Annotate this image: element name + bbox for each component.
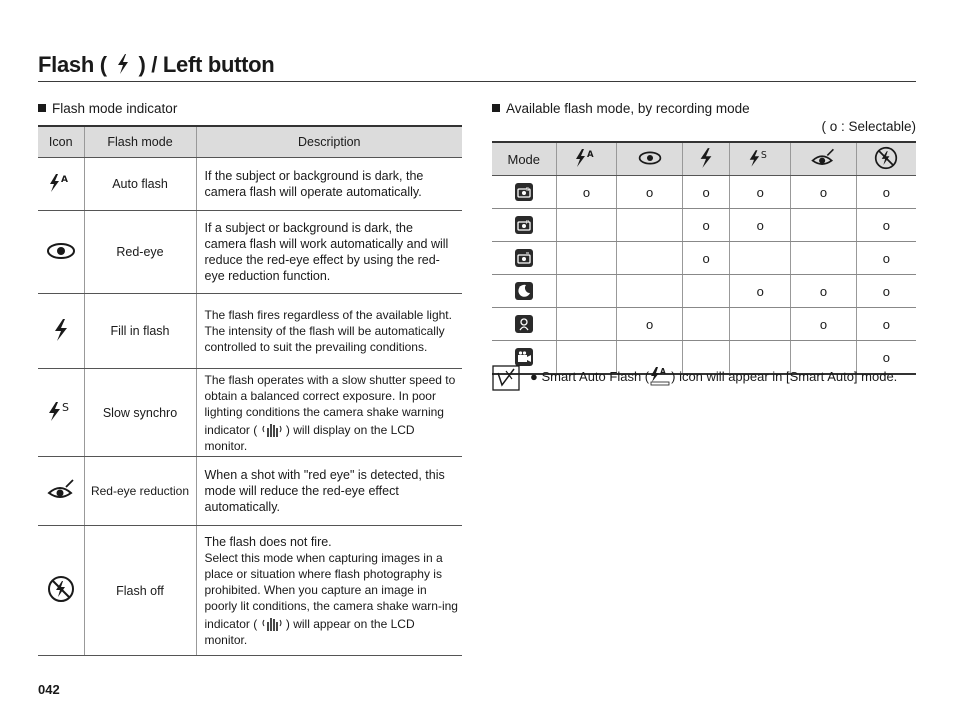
selectable-cell: o [556, 176, 617, 209]
flash-off-icon [874, 146, 898, 170]
table-row [38, 457, 462, 526]
selectable-cell [556, 242, 617, 275]
flash-mode-table [38, 125, 462, 656]
selectable-cell: o [682, 209, 729, 242]
svg-text:A: A [587, 149, 595, 160]
page-title: Flash ( ) / Left button [38, 52, 275, 77]
slow-synchro-icon [748, 147, 772, 169]
column-header-flash-mode: Flash mode [84, 126, 196, 158]
table-header-row [492, 142, 916, 176]
selectable-cell: o [856, 341, 916, 375]
square-bullet-icon [38, 104, 46, 112]
selectable-cell: o [791, 275, 856, 308]
table-row [492, 176, 916, 209]
red-eye-icon [46, 241, 76, 261]
fill-in-flash-icon [51, 318, 71, 342]
available-flash-mode-heading: Available flash mode, by recording mode [492, 101, 750, 116]
flash-mode-description: If the subject or background is dark, the camera flash will operate automatically. [196, 158, 462, 211]
flash-mode-description: If a subject or background is dark, the camera flash will work automatically and will reduce the red-eye effect by using the red-eye reduction function. [196, 211, 462, 294]
red-eye-reduction-icon [810, 147, 836, 169]
selectable-cell: o [856, 209, 916, 242]
flash-mode-label: Fill in flash [84, 294, 196, 369]
note-text: ● Smart Auto Flash ( A ) icon will appear in [Smart Auto] mode. [530, 367, 898, 384]
selectable-cell: o [856, 176, 916, 209]
selectable-cell: o [791, 176, 856, 209]
selectable-cell [617, 275, 682, 308]
selectable-cell [682, 275, 729, 308]
square-bullet-icon [492, 104, 500, 112]
svg-text:S: S [761, 149, 768, 161]
selectable-cell [556, 275, 617, 308]
svg-text:S: S [525, 187, 529, 193]
smart-auto-flash-icon [649, 366, 671, 386]
title-divider [38, 81, 916, 82]
flash-mode-label: Red-eye reduction [84, 457, 196, 526]
table-row [38, 294, 462, 369]
selectable-cell: o [617, 176, 682, 209]
note-pencil-icon [492, 365, 520, 391]
selectable-cell: o [730, 275, 791, 308]
selectable-cell [791, 242, 856, 275]
table-row [38, 526, 462, 656]
svg-text:A: A [660, 367, 666, 376]
svg-text:S: S [61, 401, 69, 414]
selectable-cell: o [617, 308, 682, 341]
flash-mode-description: When a shot with "red eye" is detected, this mode will reduce the red-eye effect automatically. [196, 457, 462, 526]
selectable-cell [617, 242, 682, 275]
flash-mode-label: Flash off [84, 526, 196, 656]
table-row [38, 158, 462, 211]
table-row [492, 308, 916, 341]
flash-mode-indicator-heading: Flash mode indicator [38, 101, 177, 116]
night-scene-mode-icon [515, 282, 533, 300]
svg-text:P: P [525, 220, 529, 226]
flash-mode-description: The flash fires regardless of the available light. The intensity of the flash will be automatically controlled to suit the prevailing conditions. [196, 294, 462, 369]
selectable-legend: ( o : Selectable) [821, 119, 916, 134]
selectable-cell [682, 308, 729, 341]
table-row [38, 369, 462, 457]
movie-mode-icon [515, 348, 533, 366]
table-row [492, 209, 916, 242]
program-mode-icon [515, 216, 533, 234]
selectable-cell: o [791, 308, 856, 341]
flash-icon [115, 53, 131, 75]
flash-mode-description: The flash does not fire. Select this mode when capturing images in a place or situation where flash photography is prohibited. When you capture an image in poorly lit conditions, the camera shake warn-ing indicator ( ) will appear on the LCD monitor. [196, 526, 462, 656]
selectable-cell [730, 308, 791, 341]
smart-auto-mode-icon [515, 183, 533, 201]
auto-flash-icon [574, 148, 598, 168]
selectable-cell [556, 209, 617, 242]
flash-mode-label: Red-eye [84, 211, 196, 294]
flash-mode-label: Slow synchro [84, 369, 196, 457]
recording-mode-table [492, 141, 916, 375]
table-header-row [38, 126, 462, 158]
selectable-cell: o [682, 242, 729, 275]
page-number: 042 [38, 682, 60, 697]
table-row [492, 275, 916, 308]
camera-shake-hand-icon [261, 420, 283, 438]
selectable-cell [791, 209, 856, 242]
svg-text:A: A [60, 174, 68, 185]
selectable-cell: o [730, 209, 791, 242]
selectable-cell: o [856, 275, 916, 308]
table-row [492, 242, 916, 275]
selectable-cell: o [730, 176, 791, 209]
selectable-cell: o [856, 242, 916, 275]
portrait-scene-mode-icon [515, 315, 533, 333]
slow-synchro-icon [47, 399, 75, 423]
column-header-icon: Icon [38, 126, 84, 158]
flash-mode-description: The flash operates with a slow shutter speed to obtain a balanced correct exposure. In poor lighting conditions the camera shake warning indicator ( ) will display on the LCD monitor. [196, 369, 462, 457]
red-eye-icon [637, 149, 663, 167]
selectable-cell: o [856, 308, 916, 341]
table-row [38, 211, 462, 294]
auto-flash-icon [48, 172, 74, 194]
svg-text:*: * [518, 286, 522, 292]
column-header-description: Description [196, 126, 462, 158]
flash-off-icon [47, 575, 75, 603]
fill-in-flash-icon [697, 147, 715, 169]
camera-shake-hand-icon [261, 614, 283, 632]
selectable-cell [556, 308, 617, 341]
selectable-cell: o [682, 176, 729, 209]
selectable-cell [730, 242, 791, 275]
selectable-cell [617, 209, 682, 242]
column-header-mode: Mode [492, 142, 556, 176]
red-eye-reduction-icon [46, 478, 76, 502]
dual-is-mode-icon [515, 249, 533, 267]
flash-mode-label: Auto flash [84, 158, 196, 211]
